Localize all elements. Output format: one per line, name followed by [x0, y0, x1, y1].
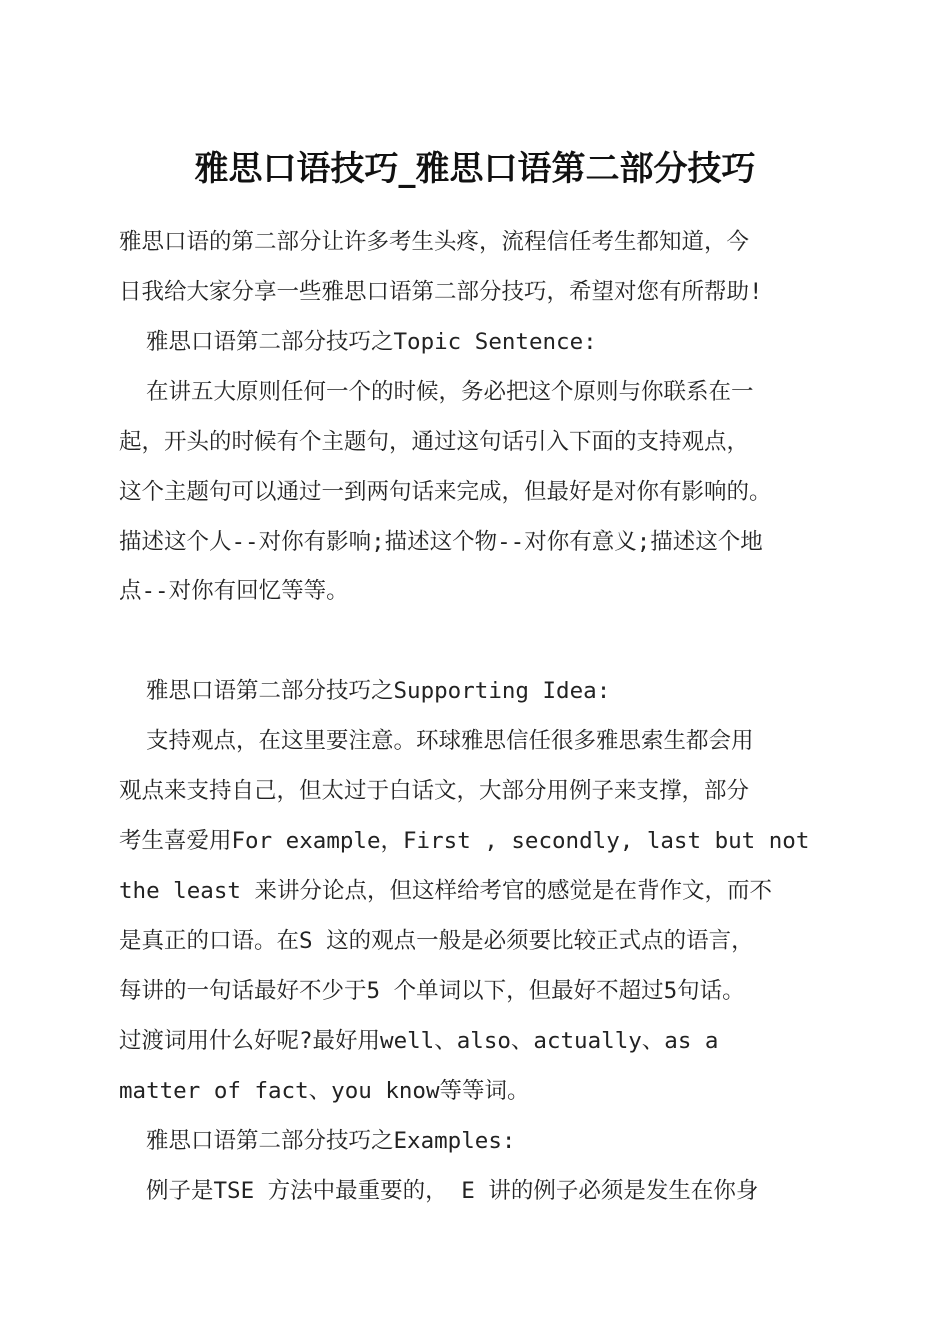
- paragraph-line: matter of fact、you know等等词。: [119, 1078, 530, 1104]
- paragraph-line: 是真正的口语。在S 这的观点一般是必须要比较正式点的语言，: [119, 928, 754, 954]
- paragraph-line: 例子是TSE 方法中最重要的， E 讲的例子必须是发生在你身: [146, 1178, 759, 1204]
- paragraph-line: 在讲五大原则任何一个的时候，务必把这个原则与你联系在一: [146, 379, 754, 405]
- paragraph-line: 每讲的一句话最好不少于5 个单词以下，但最好不超过5句话。: [119, 978, 745, 1004]
- section-heading-topic-sentence: 雅思口语第二部分技巧之Topic Sentence:: [146, 329, 597, 355]
- paragraph-line: 点--对你有回忆等等。: [119, 578, 349, 604]
- section-heading-supporting-idea: 雅思口语第二部分技巧之Supporting Idea:: [146, 678, 611, 704]
- paragraph-line: 日我给大家分享一些雅思口语第二部分技巧，希望对您有所帮助!: [119, 279, 763, 305]
- paragraph-line: 观点来支持自己，但太过于白话文，大部分用例子来支撑，部分: [119, 778, 750, 804]
- paragraph-line: 描述这个人--对你有影响;描述这个物--对你有意义;描述这个地: [119, 529, 763, 555]
- paragraph-line: 起，开头的时候有个主题句，通过这句话引入下面的支持观点，: [119, 429, 750, 455]
- paragraph-line: 过渡词用什么好呢?最好用well、also、actually、as a: [119, 1028, 719, 1054]
- paragraph-line: 这个主题句可以通过一到两句话来完成，但最好是对你有影响的。: [119, 479, 772, 505]
- paragraph-line: the least 来讲分论点，但这样给考官的感觉是在背作文，而不: [119, 878, 772, 904]
- paragraph-line: 考生喜爱用For example，First , secondly, last but not: [119, 828, 810, 854]
- document-title: 雅思口语技巧_雅思口语第二部分技巧: [194, 149, 756, 189]
- paragraph-line: 雅思口语的第二部分让许多考生头疼，流程信任考生都知道，今: [119, 229, 750, 255]
- section-heading-examples: 雅思口语第二部分技巧之Examples:: [146, 1128, 516, 1154]
- paragraph-line: 支持观点，在这里要注意。环球雅思信任很多雅思索生都会用: [146, 728, 754, 754]
